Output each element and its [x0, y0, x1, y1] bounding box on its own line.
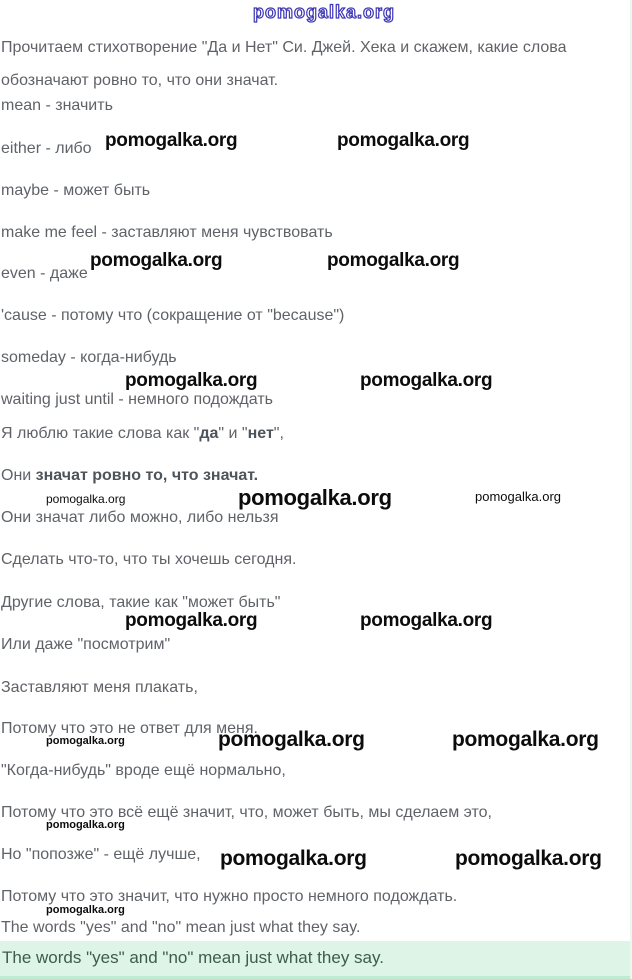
poem-line-zastav: Заставляют меня плакать, — [1, 679, 198, 696]
mean-exact-pre: Они — [1, 467, 36, 484]
watermark: pomogalka.org — [46, 904, 125, 916]
poem-line-otvet: Потому что это не ответ для меня. — [1, 720, 258, 737]
love-bold-da: да — [199, 425, 219, 442]
watermark: pomogalka.org — [360, 610, 493, 631]
poem-line-ili: Или даже "посмотрим" — [1, 636, 171, 653]
poem-line-drugie: Другие слова, такие как "может быть" — [1, 594, 281, 611]
poem-line-kogda: "Когда-нибудь" вроде ещё нормально, — [1, 762, 286, 779]
watermark: pomogalka.org — [455, 847, 602, 870]
love-bold-net: нет — [247, 425, 274, 442]
poem-line-popozhe: Но "попозже" - ещё лучше, — [1, 846, 201, 863]
love-post: ", — [273, 425, 284, 442]
mean-exact-bold: значат ровно то, что значат. — [35, 467, 259, 484]
watermark: pomogalka.org — [360, 370, 493, 391]
love-pre: Я люблю такие слова как " — [1, 425, 200, 442]
watermark: pomogalka.org — [337, 130, 470, 151]
poem-line-sdelaem: Потому что это всё ещё значит, что, может быть, мы сделаем это, — [1, 804, 492, 821]
highlighted-answer-text: The words "yes" and "no" mean just what they say. — [2, 948, 384, 967]
vocab-line-makemefeel: make me feel - заставляют меня чувствовать — [1, 224, 333, 241]
poem-line-sdelat: Сделать что-то, что ты хочешь сегодня. — [1, 551, 297, 568]
watermark: pomogalka.org — [327, 250, 460, 271]
poem-line-words-gray: The words "yes" and "no" mean just what they say. — [1, 919, 361, 936]
watermark: pomogalka.org — [46, 492, 126, 506]
watermark: pomogalka.org — [125, 370, 258, 391]
poem-line-mean-exact — [1, 466, 258, 486]
poem-line-libo: Они значат либо можно, либо нельзя — [1, 509, 279, 526]
vocab-line-waiting: waiting just until - немного подождать — [1, 391, 273, 408]
watermark: pomogalka.org — [452, 728, 599, 751]
love-mid: " и " — [218, 425, 248, 442]
intro-paragraph: Прочитаем стихотворение "Да и Нет" Си. Джей. Хека и скажем, какие слова обозначают ровно то, что они значат. — [1, 39, 567, 89]
watermark: pomogalka.org — [220, 847, 367, 870]
watermark-logo: pomogalka.org — [253, 2, 396, 22]
watermark: pomogalka.org — [475, 489, 561, 504]
vocab-line-maybe: maybe - может быть — [1, 182, 151, 199]
watermark: pomogalka.org — [218, 728, 365, 751]
watermark: pomogalka.org — [238, 485, 392, 510]
watermark: pomogalka.org — [125, 610, 258, 631]
watermark: pomogalka.org — [105, 130, 238, 151]
vocab-line-even: even - даже — [1, 265, 88, 282]
vocab-line-either: either - либо — [1, 140, 92, 157]
watermark: pomogalka.org — [90, 250, 223, 271]
vocab-line-mean: mean - значить — [1, 97, 113, 114]
poem-line-love — [1, 424, 284, 444]
poem-line-podozhdat: Потому что это значит, что нужно просто немного подождать. — [1, 888, 458, 905]
vocab-line-someday: someday - когда-нибудь — [1, 349, 177, 366]
highlighted-answer — [0, 941, 632, 979]
watermark: pomogalka.org — [46, 735, 125, 747]
vocab-line-cause: 'cause - потому что (сокращение от "because") — [1, 307, 345, 324]
watermark: pomogalka.org — [46, 819, 125, 831]
